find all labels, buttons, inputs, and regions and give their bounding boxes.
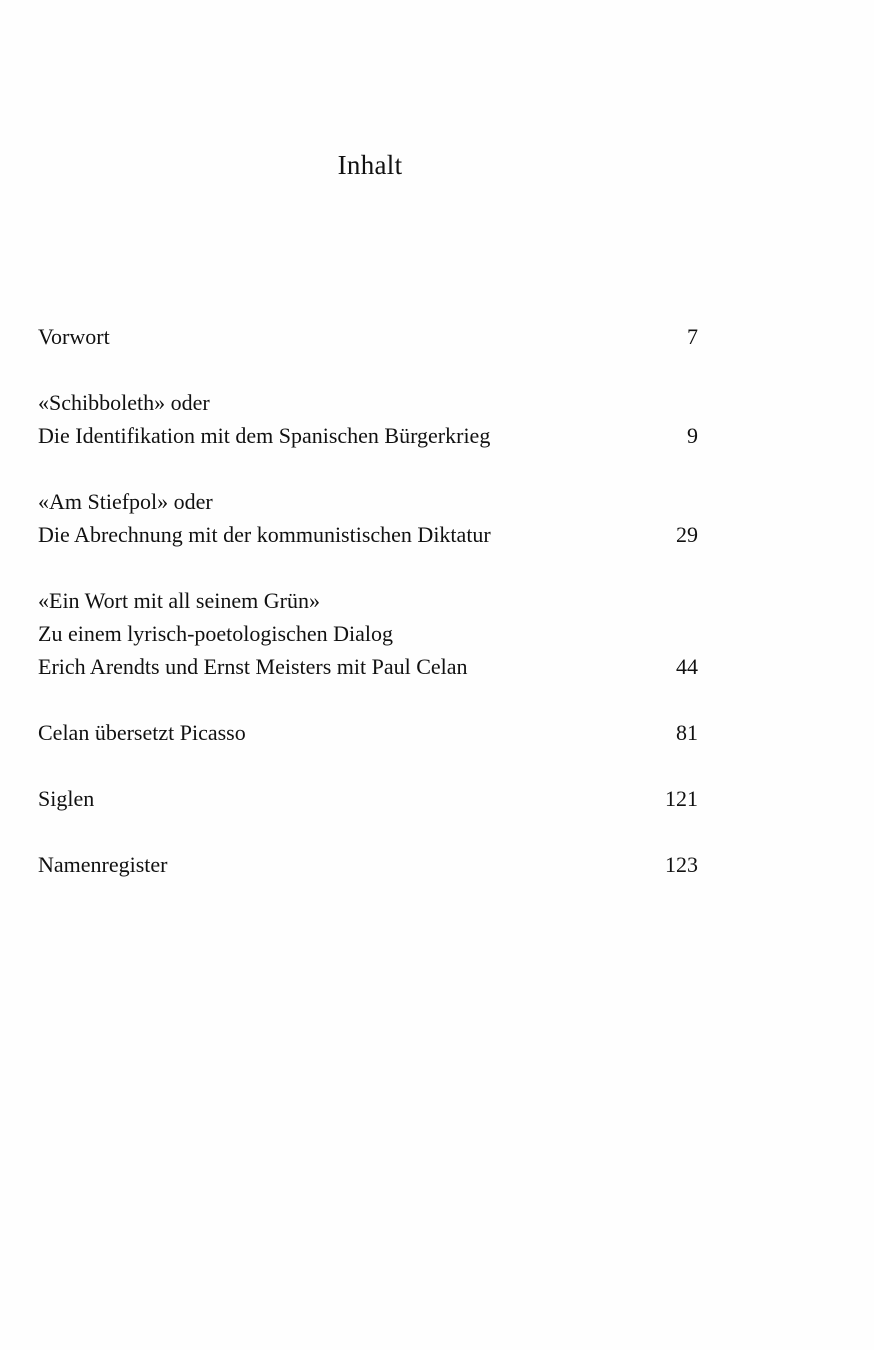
page-title: Inhalt xyxy=(337,150,403,180)
toc-entry-ein-wort xyxy=(38,584,698,683)
toc-page-number: 81 xyxy=(676,720,698,745)
toc-entry-picasso xyxy=(38,716,698,749)
toc-entry-stiefpol xyxy=(38,485,698,551)
toc-entry-title: Siglen xyxy=(38,786,95,811)
toc-entry-namenregister xyxy=(38,848,698,881)
toc-page-number: 7 xyxy=(687,324,698,349)
table-of-contents xyxy=(38,320,698,914)
toc-entry-subtitle: Erich Arendts und Ernst Meisters mit Paul Celan xyxy=(38,654,468,679)
toc-entry-title: Vorwort xyxy=(38,324,110,349)
toc-entry-title: «Ein Wort mit all seinem Grün» xyxy=(38,588,320,613)
toc-page-number: 44 xyxy=(676,654,698,679)
toc-page-number: 9 xyxy=(687,423,698,448)
toc-entry-vorwort xyxy=(38,320,698,353)
toc-entry-schibboleth xyxy=(38,386,698,452)
toc-entry-subtitle: Die Identifikation mit dem Spanischen Bürgerkrieg xyxy=(38,423,491,448)
toc-entry-subtitle: Zu einem lyrisch-poetologischen Dialog xyxy=(38,621,393,646)
toc-entry-title: «Am Stiefpol» oder xyxy=(38,489,213,514)
toc-entry-title: Namenregister xyxy=(38,852,168,877)
toc-entry-siglen xyxy=(38,782,698,815)
toc-entry-title: «Schibboleth» oder xyxy=(38,390,210,415)
toc-entry-subtitle: Die Abrechnung mit der kommunistischen Diktatur xyxy=(38,522,491,547)
toc-page-number: 29 xyxy=(676,522,698,547)
toc-page-number: 123 xyxy=(665,852,698,877)
toc-entry-title: Celan übersetzt Picasso xyxy=(38,720,246,745)
toc-page-number: 121 xyxy=(665,786,698,811)
